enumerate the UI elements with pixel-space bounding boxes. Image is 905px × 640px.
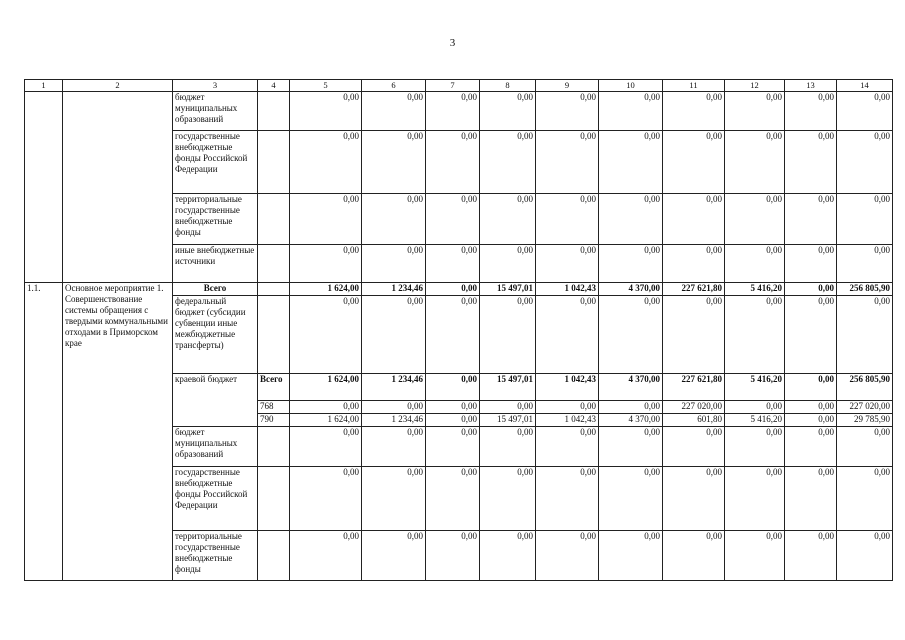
value-cell: 1 234,46 (362, 414, 426, 427)
value-cell: 0,00 (599, 401, 663, 414)
value-cell: 1 234,46 (362, 374, 426, 401)
value-cell: 0,00 (837, 194, 893, 245)
value-cell: 1 042,43 (536, 283, 599, 296)
value-cell: 0,00 (536, 531, 599, 581)
value-cell: 0,00 (837, 296, 893, 374)
value-cell: 1 042,43 (536, 414, 599, 427)
value-cell: 0,00 (426, 296, 480, 374)
value-cell: 0,00 (426, 414, 480, 427)
value-cell: 1 042,43 (536, 374, 599, 401)
value-cell: 0,00 (663, 245, 725, 283)
value-cell: 227 020,00 (663, 401, 725, 414)
source-cell: территориальные государственные внебюджетные фонды (173, 531, 258, 581)
value-cell: 0,00 (536, 194, 599, 245)
column-header: 14 (837, 80, 893, 92)
value-cell: 0,00 (663, 531, 725, 581)
value-cell: 227 621,80 (663, 283, 725, 296)
code-cell (258, 467, 290, 531)
value-cell: 0,00 (785, 467, 837, 531)
value-cell: 0,00 (290, 194, 362, 245)
value-cell: 0,00 (725, 92, 785, 131)
column-header: 4 (258, 80, 290, 92)
value-cell: 0,00 (837, 245, 893, 283)
value-cell: 0,00 (785, 296, 837, 374)
source-cell: бюджет муниципальных образований (173, 92, 258, 131)
code-768: 768 (258, 401, 290, 414)
value-cell: 0,00 (785, 531, 837, 581)
value-cell: 1 234,46 (362, 283, 426, 296)
code-cell (258, 245, 290, 283)
value-cell: 0,00 (837, 467, 893, 531)
code-total: Всего (258, 374, 290, 401)
value-cell: 0,00 (785, 92, 837, 131)
column-header: 8 (480, 80, 536, 92)
value-cell: 0,00 (663, 92, 725, 131)
value-cell: 0,00 (480, 467, 536, 531)
column-header: 11 (663, 80, 725, 92)
value-cell: 0,00 (725, 245, 785, 283)
value-cell: 0,00 (725, 131, 785, 194)
value-cell: 0,00 (663, 427, 725, 467)
value-cell: 0,00 (290, 131, 362, 194)
value-cell: 0,00 (536, 296, 599, 374)
value-cell: 0,00 (599, 467, 663, 531)
value-cell: 0,00 (426, 467, 480, 531)
value-cell: 0,00 (599, 194, 663, 245)
value-cell: 0,00 (725, 467, 785, 531)
column-header: 5 (290, 80, 362, 92)
value-cell: 0,00 (536, 401, 599, 414)
column-header: 10 (599, 80, 663, 92)
value-cell: 0,00 (785, 131, 837, 194)
code-cell (258, 296, 290, 374)
value-cell: 4 370,00 (599, 374, 663, 401)
value-cell: 0,00 (480, 194, 536, 245)
value-cell: 5 416,20 (725, 374, 785, 401)
value-cell: 0,00 (536, 92, 599, 131)
value-cell: 0,00 (837, 92, 893, 131)
value-cell: 0,00 (599, 131, 663, 194)
value-cell: 0,00 (426, 531, 480, 581)
column-header: 7 (426, 80, 480, 92)
total-label: Всего (173, 283, 258, 296)
value-cell: 0,00 (785, 401, 837, 414)
number-cell (25, 92, 63, 283)
value-cell: 0,00 (480, 296, 536, 374)
value-cell: 0,00 (536, 427, 599, 467)
value-cell: 0,00 (290, 427, 362, 467)
value-cell: 0,00 (362, 194, 426, 245)
budget-table (24, 79, 893, 581)
value-cell: 0,00 (426, 401, 480, 414)
source-cell: государственные внебюджетные фонды Российской Федерации (173, 467, 258, 531)
value-cell: 0,00 (290, 296, 362, 374)
value-cell: 4 370,00 (599, 414, 663, 427)
code-cell (258, 427, 290, 467)
value-cell: 0,00 (837, 131, 893, 194)
source-cell: бюджет муниципальных образований (173, 427, 258, 467)
value-cell: 0,00 (837, 427, 893, 467)
value-cell: 0,00 (362, 92, 426, 131)
value-cell: 0,00 (426, 92, 480, 131)
value-cell: 0,00 (290, 92, 362, 131)
code-cell (258, 283, 290, 296)
value-cell: 601,80 (663, 414, 725, 427)
value-cell: 0,00 (725, 401, 785, 414)
value-cell: 256 805,90 (837, 374, 893, 401)
column-header: 9 (536, 80, 599, 92)
value-cell: 0,00 (725, 427, 785, 467)
value-cell: 0,00 (480, 401, 536, 414)
value-cell: 1 624,00 (290, 283, 362, 296)
column-header: 1 (25, 80, 63, 92)
table-row (25, 283, 893, 296)
page-number: 3 (449, 37, 456, 49)
value-cell: 0,00 (725, 194, 785, 245)
value-cell: 0,00 (663, 131, 725, 194)
value-cell: 0,00 (663, 296, 725, 374)
column-header: 13 (785, 80, 837, 92)
value-cell: 0,00 (599, 245, 663, 283)
value-cell: 0,00 (362, 427, 426, 467)
value-cell: 227 621,80 (663, 374, 725, 401)
event-number: 1.1. (25, 283, 63, 581)
event-name: Основное мероприятие 1. Совершенствование системы обращения с твердыми коммунальными отходами в Приморском крае (63, 283, 173, 581)
value-cell: 0,00 (725, 296, 785, 374)
value-cell: 5 416,20 (725, 283, 785, 296)
federal-label: федеральный бюджет (субсидии субвенции иные межбюджетные трансферты) (173, 296, 258, 374)
value-cell: 0,00 (362, 401, 426, 414)
table-row (25, 80, 893, 92)
value-cell: 0,00 (290, 467, 362, 531)
value-cell: 0,00 (536, 245, 599, 283)
value-cell: 0,00 (785, 194, 837, 245)
value-cell: 1 624,00 (290, 374, 362, 401)
value-cell: 0,00 (599, 296, 663, 374)
value-cell: 0,00 (663, 467, 725, 531)
table-row (25, 92, 893, 131)
value-cell: 0,00 (785, 374, 837, 401)
value-cell: 15 497,01 (480, 374, 536, 401)
value-cell: 0,00 (480, 131, 536, 194)
code-790: 790 (258, 414, 290, 427)
value-cell: 0,00 (785, 245, 837, 283)
value-cell: 0,00 (536, 131, 599, 194)
value-cell: 5 416,20 (725, 414, 785, 427)
value-cell: 0,00 (290, 531, 362, 581)
value-cell: 0,00 (362, 131, 426, 194)
value-cell: 0,00 (536, 467, 599, 531)
value-cell: 0,00 (785, 283, 837, 296)
value-cell: 15 497,01 (480, 414, 536, 427)
value-cell: 0,00 (480, 92, 536, 131)
source-cell: иные внебюджетные источники (173, 245, 258, 283)
source-cell: территориальные государственные внебюджетные фонды (173, 194, 258, 245)
value-cell: 0,00 (362, 245, 426, 283)
value-cell: 0,00 (426, 374, 480, 401)
value-cell: 0,00 (663, 194, 725, 245)
value-cell: 0,00 (426, 427, 480, 467)
value-cell: 0,00 (362, 467, 426, 531)
code-cell (258, 131, 290, 194)
value-cell: 0,00 (785, 414, 837, 427)
value-cell: 0,00 (362, 296, 426, 374)
value-cell: 0,00 (426, 283, 480, 296)
column-header: 3 (173, 80, 258, 92)
value-cell: 0,00 (362, 531, 426, 581)
value-cell: 0,00 (426, 131, 480, 194)
name-cell (63, 92, 173, 283)
value-cell: 0,00 (290, 245, 362, 283)
code-cell (258, 194, 290, 245)
value-cell: 15 497,01 (480, 283, 536, 296)
value-cell: 0,00 (785, 427, 837, 467)
value-cell: 4 370,00 (599, 283, 663, 296)
value-cell: 0,00 (599, 531, 663, 581)
column-header: 6 (362, 80, 426, 92)
value-cell: 0,00 (426, 194, 480, 245)
column-header: 2 (63, 80, 173, 92)
value-cell: 0,00 (290, 401, 362, 414)
column-header: 12 (725, 80, 785, 92)
value-cell: 0,00 (426, 245, 480, 283)
value-cell: 0,00 (480, 531, 536, 581)
value-cell: 0,00 (599, 427, 663, 467)
value-cell: 0,00 (599, 92, 663, 131)
value-cell: 0,00 (837, 531, 893, 581)
code-cell (258, 92, 290, 131)
value-cell: 227 020,00 (837, 401, 893, 414)
value-cell: 0,00 (480, 427, 536, 467)
value-cell: 256 805,90 (837, 283, 893, 296)
value-cell: 1 624,00 (290, 414, 362, 427)
value-cell: 0,00 (725, 531, 785, 581)
code-cell (258, 531, 290, 581)
value-cell: 0,00 (480, 245, 536, 283)
value-cell: 29 785,90 (837, 414, 893, 427)
source-cell: государственные внебюджетные фонды Российской Федерации (173, 131, 258, 194)
regional-label: краевой бюджет (173, 374, 258, 427)
